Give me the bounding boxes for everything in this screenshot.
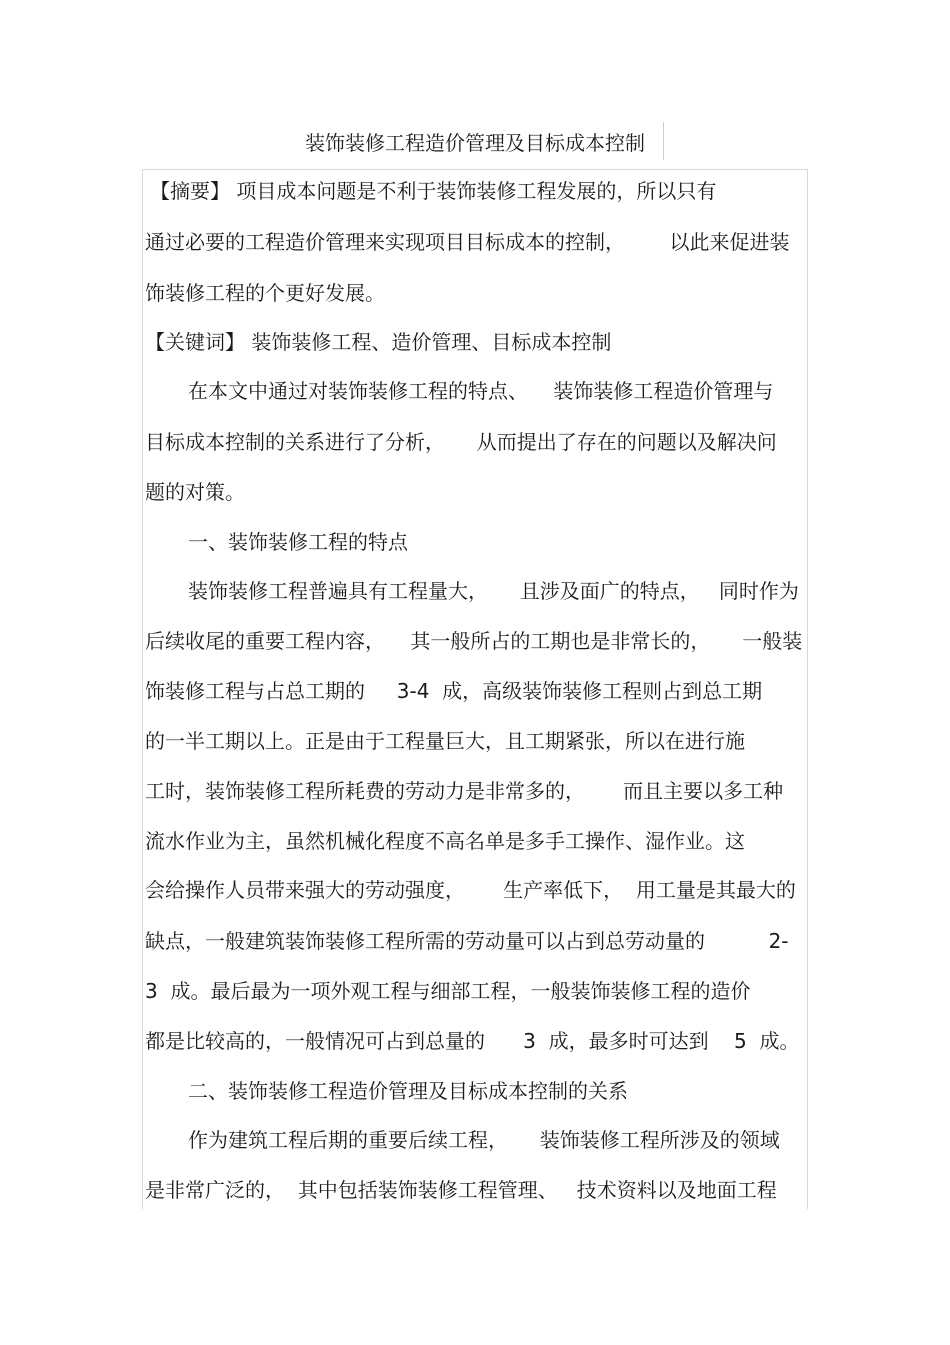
body-line-4: 装饰装修工程普遍具有工程量大， 且涉及面广的特点， 同时作为 <box>188 579 799 603</box>
keywords-line: 【关键词】 装饰装修工程、造价管理、目标成本控制 <box>145 330 612 354</box>
body-line-12: 3 成。最后最为一项外观工程与细部工程，一般装饰装修工程的造价 <box>145 979 751 1003</box>
body-line-1: 在本文中通过对装饰装修工程的特点、 装饰装修工程造价管理与 <box>188 379 774 403</box>
body-line-9: 流水作业为主，虽然机械化程度不高名单是多手工操作、湿作业。这 <box>145 829 745 853</box>
body-line-11: 缺点，一般建筑装饰装修工程所需的劳动量可以占到总劳动量的 2- <box>145 929 789 953</box>
abstract-line-1: 【摘要】 项目成本问题是不利于装饰装修工程发展的，所以只有 <box>150 179 717 203</box>
abstract-line-2: 通过必要的工程造价管理来实现项目目标成本的控制， 以此来促进装 <box>145 230 790 254</box>
section-heading-1: 一、装饰装修工程的特点 <box>188 530 408 554</box>
abstract-line-3: 饰装修工程的个更好发展。 <box>145 281 385 305</box>
section-heading-2: 二、装饰装修工程造价管理及目标成本控制的关系 <box>188 1079 628 1103</box>
text-frame-top <box>142 169 808 170</box>
text-frame-left <box>142 169 143 1209</box>
text-frame-right <box>807 169 808 1209</box>
body-line-15: 是非常广泛的， 其中包括装饰装修工程管理、 技术资料以及地面工程 <box>145 1178 777 1202</box>
body-line-14: 作为建筑工程后期的重要后续工程， 装饰装修工程所涉及的领域 <box>188 1128 780 1152</box>
body-line-7: 的一半工期以上。正是由于工程量巨大，且工期紧张，所以在进行施 <box>145 729 745 753</box>
body-line-13: 都是比较高的，一般情况可占到总量的 3 成，最多时可达到 5 成。 <box>145 1029 800 1053</box>
body-line-6: 饰装修工程与占总工期的 3-4 成，高级装饰装修工程则占到总工期 <box>145 679 763 703</box>
body-line-8: 工时，装饰装修工程所耗费的劳动力是非常多的， 而且主要以多工种 <box>145 779 784 803</box>
body-line-3: 题的对策。 <box>145 480 245 504</box>
document-title: 装饰装修工程造价管理及目标成本控制 <box>305 131 645 155</box>
body-line-2: 目标成本控制的关系进行了分析， 从而提出了存在的问题以及解决问 <box>145 430 777 454</box>
body-line-10: 会给操作人员带来强大的劳动强度， 生产率低下， 用工量是其最大的 <box>145 878 796 902</box>
body-line-5: 后续收尾的重要工程内容， 其一般所占的工期也是非常长的， 一般装 <box>145 629 803 653</box>
